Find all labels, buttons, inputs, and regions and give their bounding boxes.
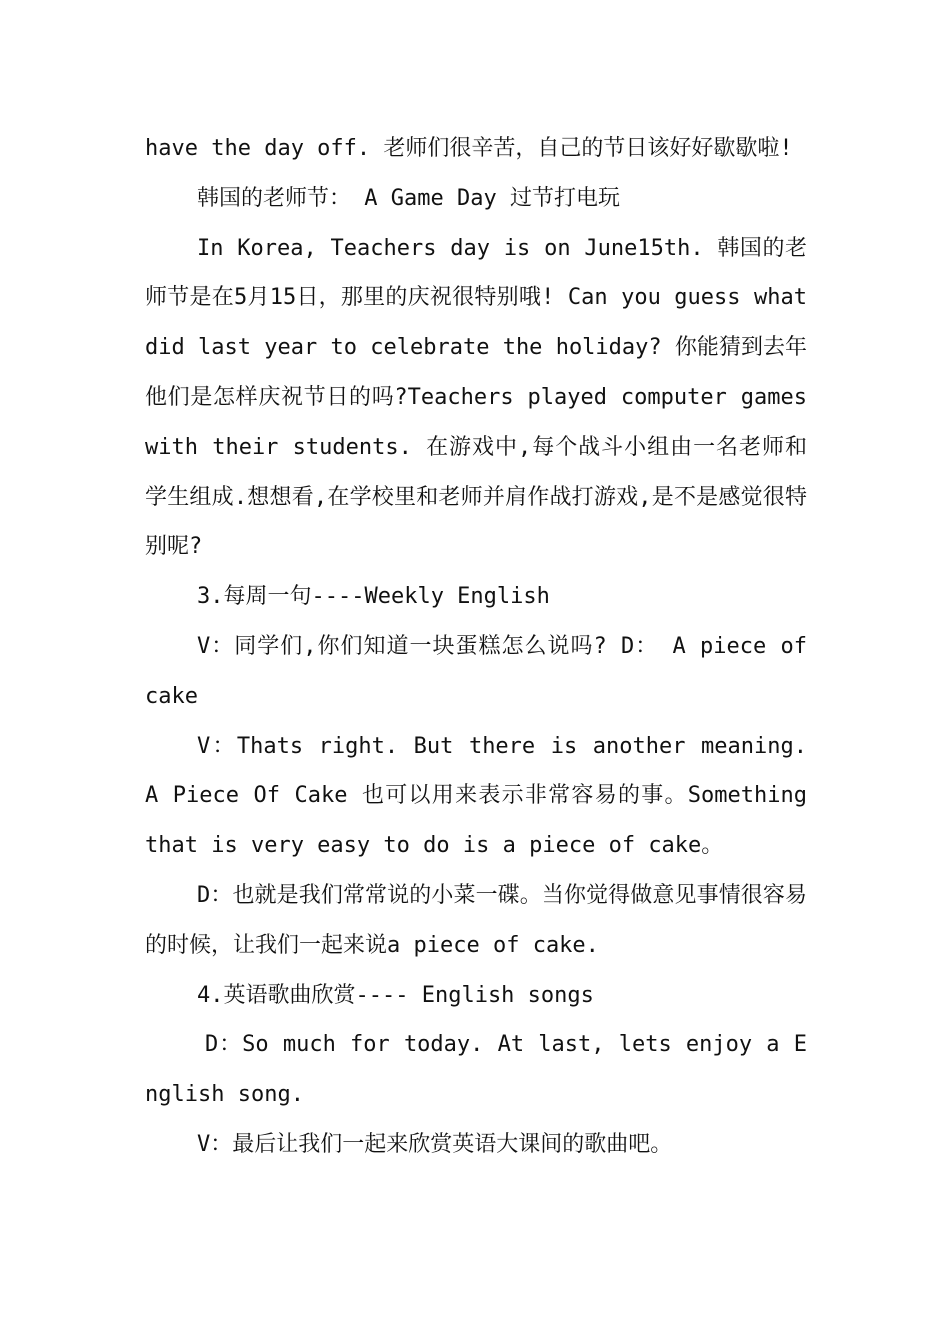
dialogue-piece-of-cake-question: V：同学们,你们知道一块蛋糕怎么说吗? D： A piece of cake (145, 633, 807, 709)
dialogue-piece-of-cake-meaning: V：Thats right. But there is another meaning. A Piece Of Cake 也可以用来表示非常容易的事。Something that is very easy to do is a piece of cake。 (145, 733, 807, 859)
heading-weekly-english: 3.每周一句----Weekly English (197, 584, 550, 610)
paragraph-day-off: have the day off. 老师们很辛苦，自己的节日该好好歇歇啦! (145, 136, 793, 161)
dialogue-enjoy-song: D：So much for today. At last, lets enjoy a English song. (145, 1032, 807, 1108)
dialogue-piece-of-cake-usage: D：也就是我们常常说的小菜一碟。当你觉得做意见事情很容易的时候，让我们一起来说a piece of cake. (145, 882, 807, 958)
heading-korea-teachers-day: 韩国的老师节： A Game Day 过节打电玩 (197, 185, 620, 211)
dialogue-closing: V：最后让我们一起来欣赏英语大课间的歌曲吧。 (197, 1131, 673, 1157)
paragraph-korea-celebration: In Korea, Teachers day is on June15th. 韩国的老师节是在5月15日，那里的庆祝很特别哦! Can you guess what did last year to celebrate the holiday? 你能猜到去年他们是怎样庆祝节日的吗?Teachers played computer games with their students. 在游戏中,每个战斗小组由一名老师和学生组成.想想看,在学校里和老师并肩作战打游戏,是不是感觉很特别呢? (145, 235, 807, 560)
heading-english-songs: 4.英语歌曲欣赏---- English songs (197, 982, 594, 1008)
document-body (145, 124, 807, 1170)
